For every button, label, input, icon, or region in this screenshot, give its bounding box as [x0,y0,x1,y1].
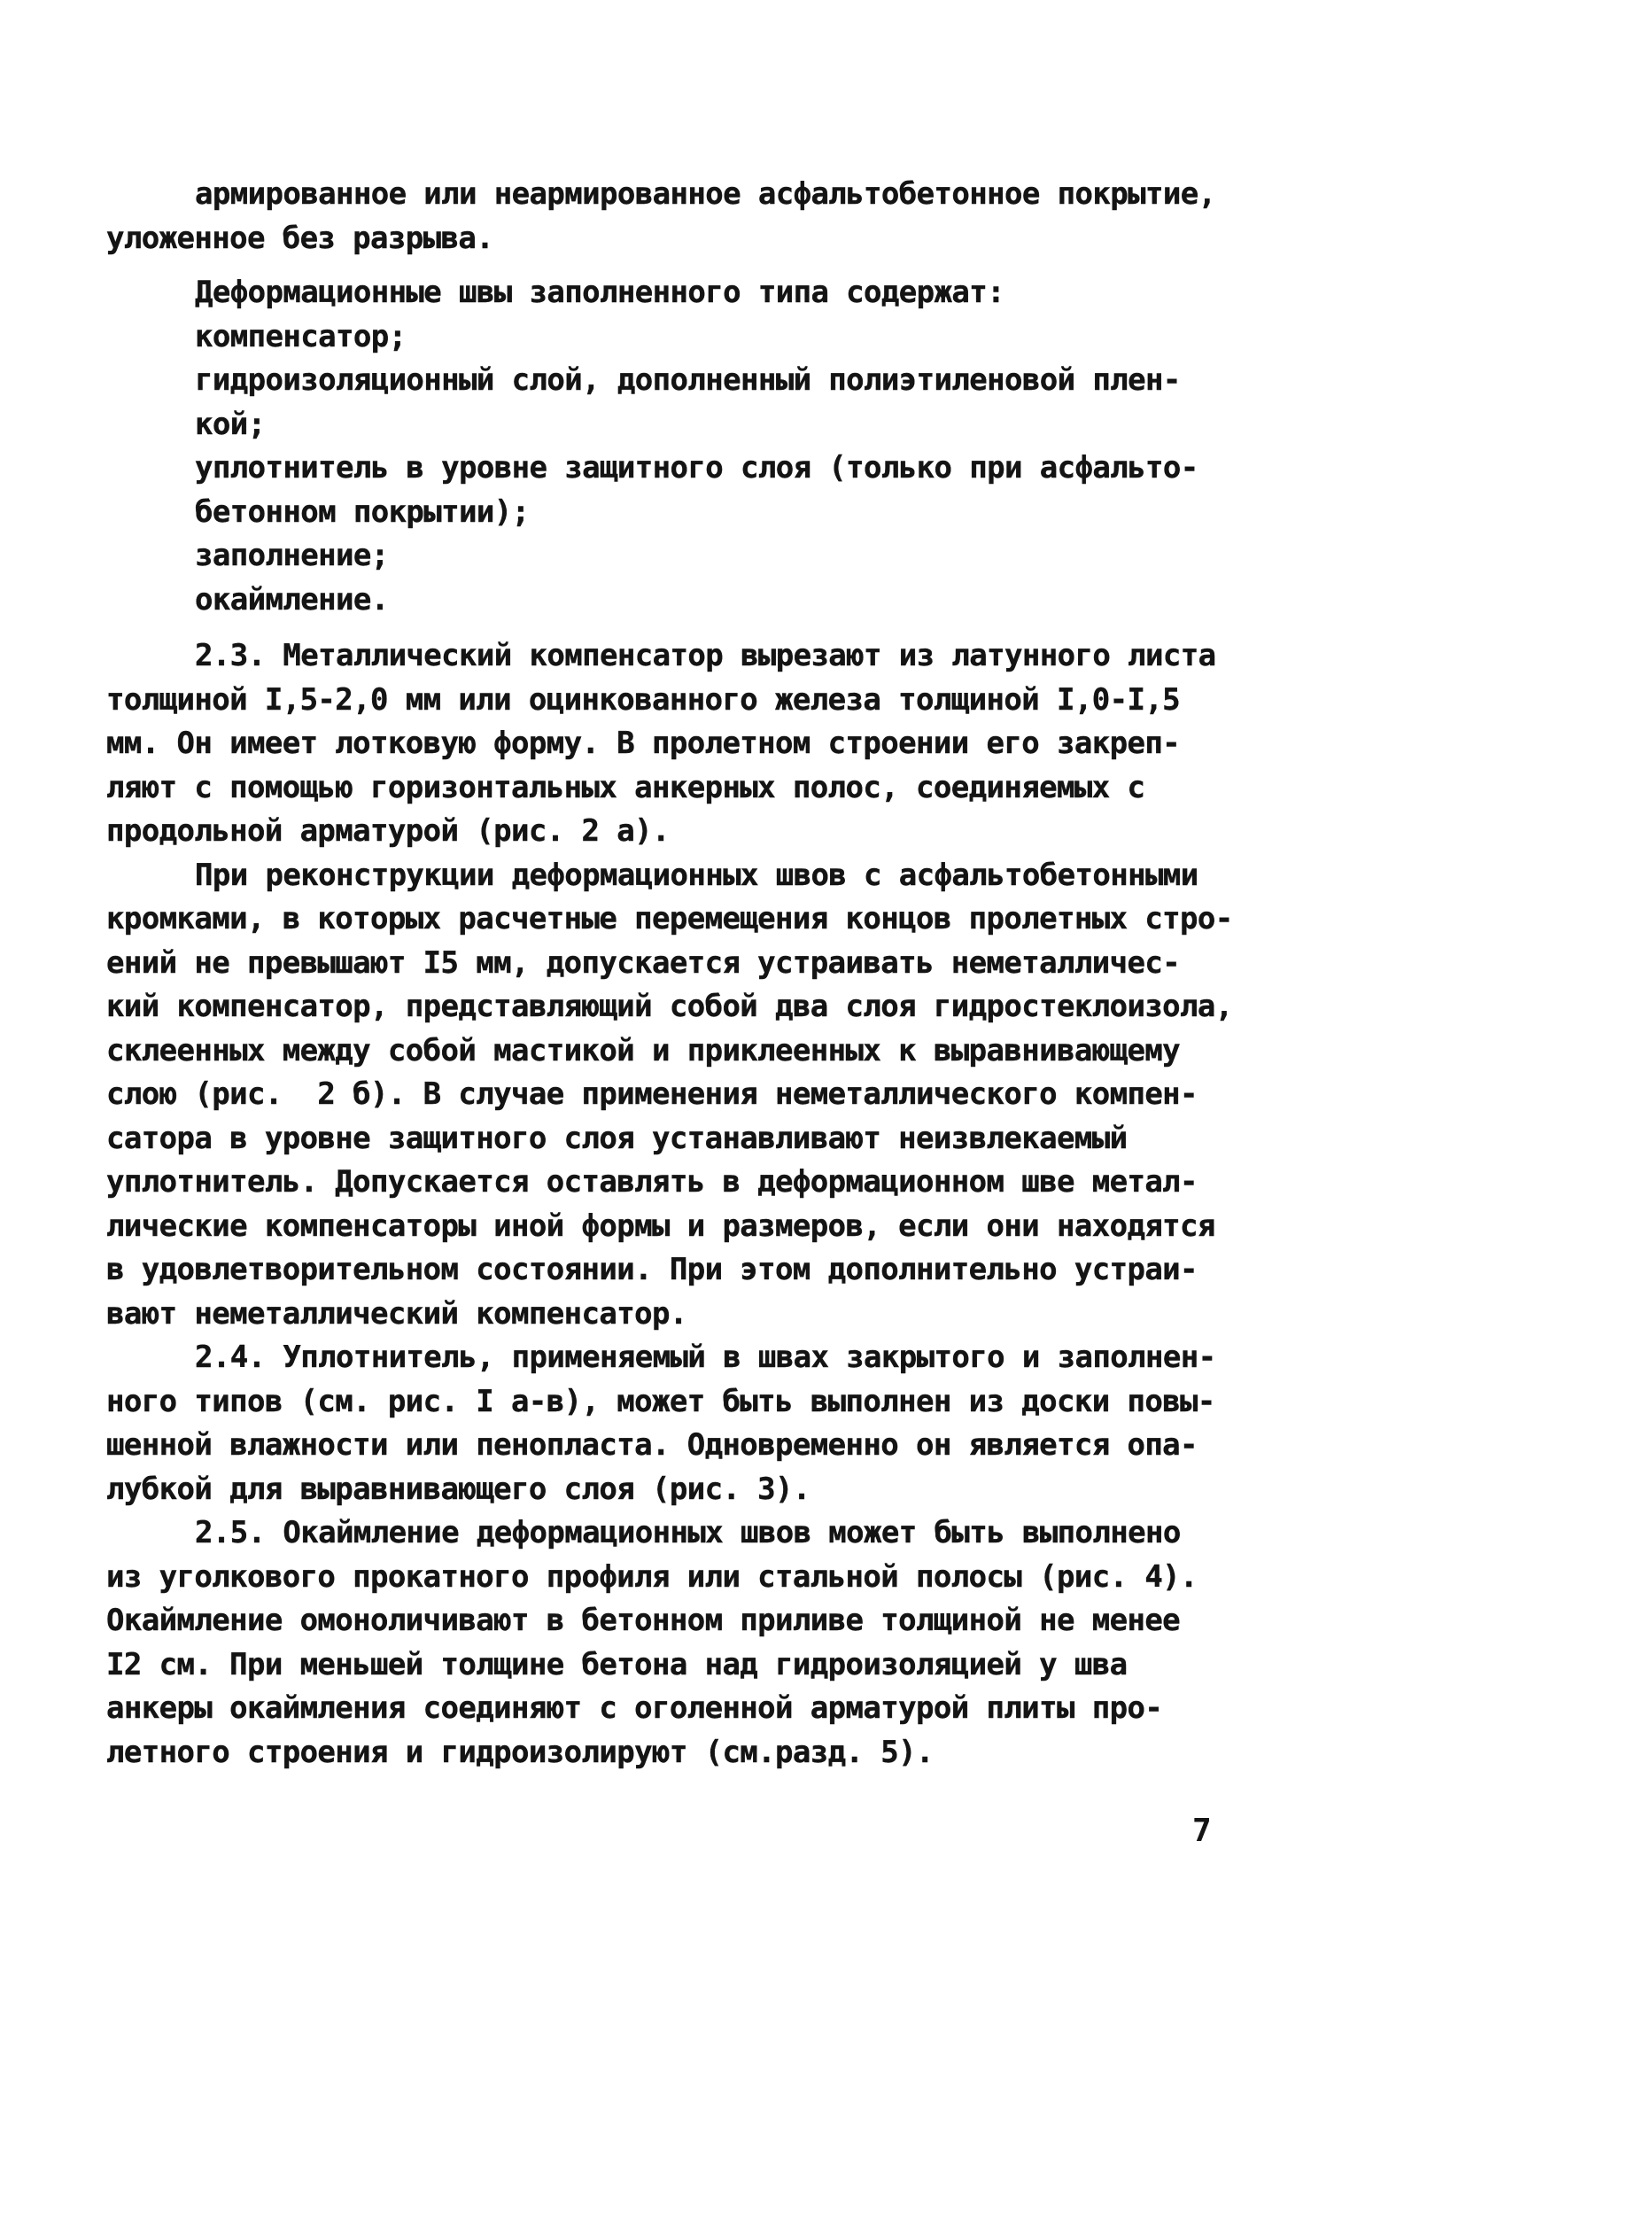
text-line: летного строения и гидроизолируют (см.разд. 5). [106,1734,934,1770]
text-line: уплотнитель. Допускается оставлять в деформационном шве метал- [106,1164,1198,1200]
text-line: продольной арматурой (рис. 2 а). [106,813,670,849]
paragraph-start-line: При реконструкции деформационных швов с асфальтобетонными [195,857,1198,893]
text-line: кромками, в которых расчетные перемещения концов пролетных стро- [106,901,1233,936]
text-line: из уголкового прокатного профиля или стальной полосы (рис. 4). [106,1558,1198,1595]
text-line: уложенное без разрыва. [106,220,494,256]
list-item: компенсатор; [195,318,407,354]
document-body [106,173,1258,1775]
text-line: слою (рис. 2 б). В случае применения неметаллического компен- [106,1076,1198,1112]
text-line: в удовлетворительном состоянии. При этом дополнительно устраи- [106,1252,1198,1287]
text-line: сатора в уровне защитного слоя устанавливают неизвлекаемый [106,1120,1128,1156]
text-line: ляют с помощью горизонтальных анкерных полос, соединяемых с [106,769,1145,805]
section-2-3-line: 2.3. Металлический компенсатор вырезают из латунного листа [195,638,1216,673]
text-line: мм. Он имеет лотковую форму. В пролетном строении его закреп- [106,726,1181,761]
section-2-5-line: 2.5. Окаймление деформационных швов может быть выполнено [195,1515,1181,1550]
text-line: I2 см. При меньшей толщине бетона над гидроизоляцией у шва [106,1646,1128,1682]
list-item: кой; [195,406,266,442]
text-line: Окаймление омоноличивают в бетонном приливе толщиной не менее [106,1603,1181,1638]
text-line: толщиной I,5-2,0 мм или оцинкованного железа толщиной I,0-I,5 [106,681,1181,718]
section-2-4-line: 2.4. Уплотнитель, применяемый в швах закрытого и заполнен- [195,1340,1216,1375]
text-line: Деформационные швы заполненного типа содержат: [195,275,1005,310]
text-line: лические компенсаторы иной формы и размеров, если они находятся [106,1208,1215,1244]
list-item: бетонном покрытии); [195,493,530,530]
text-line: вают неметаллический компенсатор. [106,1295,687,1332]
list-item: заполнение; [195,538,389,573]
text-line: ений не превышают I5 мм, допускается устраивать неметалличес- [106,944,1181,981]
text-line: шенной влажности или пенопласта. Одновременно он является опа- [106,1427,1198,1463]
list-item: уплотнитель в уровне защитного слоя (только при асфальто- [195,450,1198,485]
text-line: склеенных между собой мастикой и приклеенных к выравнивающему [106,1032,1181,1068]
text-line: армированное или неармированное асфальтобетонное покрытие, [195,176,1216,212]
text-line: кий компенсатор, представляющий собой два слоя гидростеклоизола, [106,989,1233,1024]
list-item: гидроизоляционный слой, дополненный полиэтиленовой плен- [195,362,1181,398]
list-item: окаймление. [195,581,389,618]
text-line: анкеры окаймления соединяют с оголенной арматурой плиты про- [106,1690,1163,1726]
text-line: лубкой для выравнивающего слоя (рис. 3). [106,1471,810,1507]
page-number: 7 [1192,1813,1212,1849]
text-line: ного типов (см. рис. I а-в), может быть выполнен из доски повы- [106,1383,1215,1419]
